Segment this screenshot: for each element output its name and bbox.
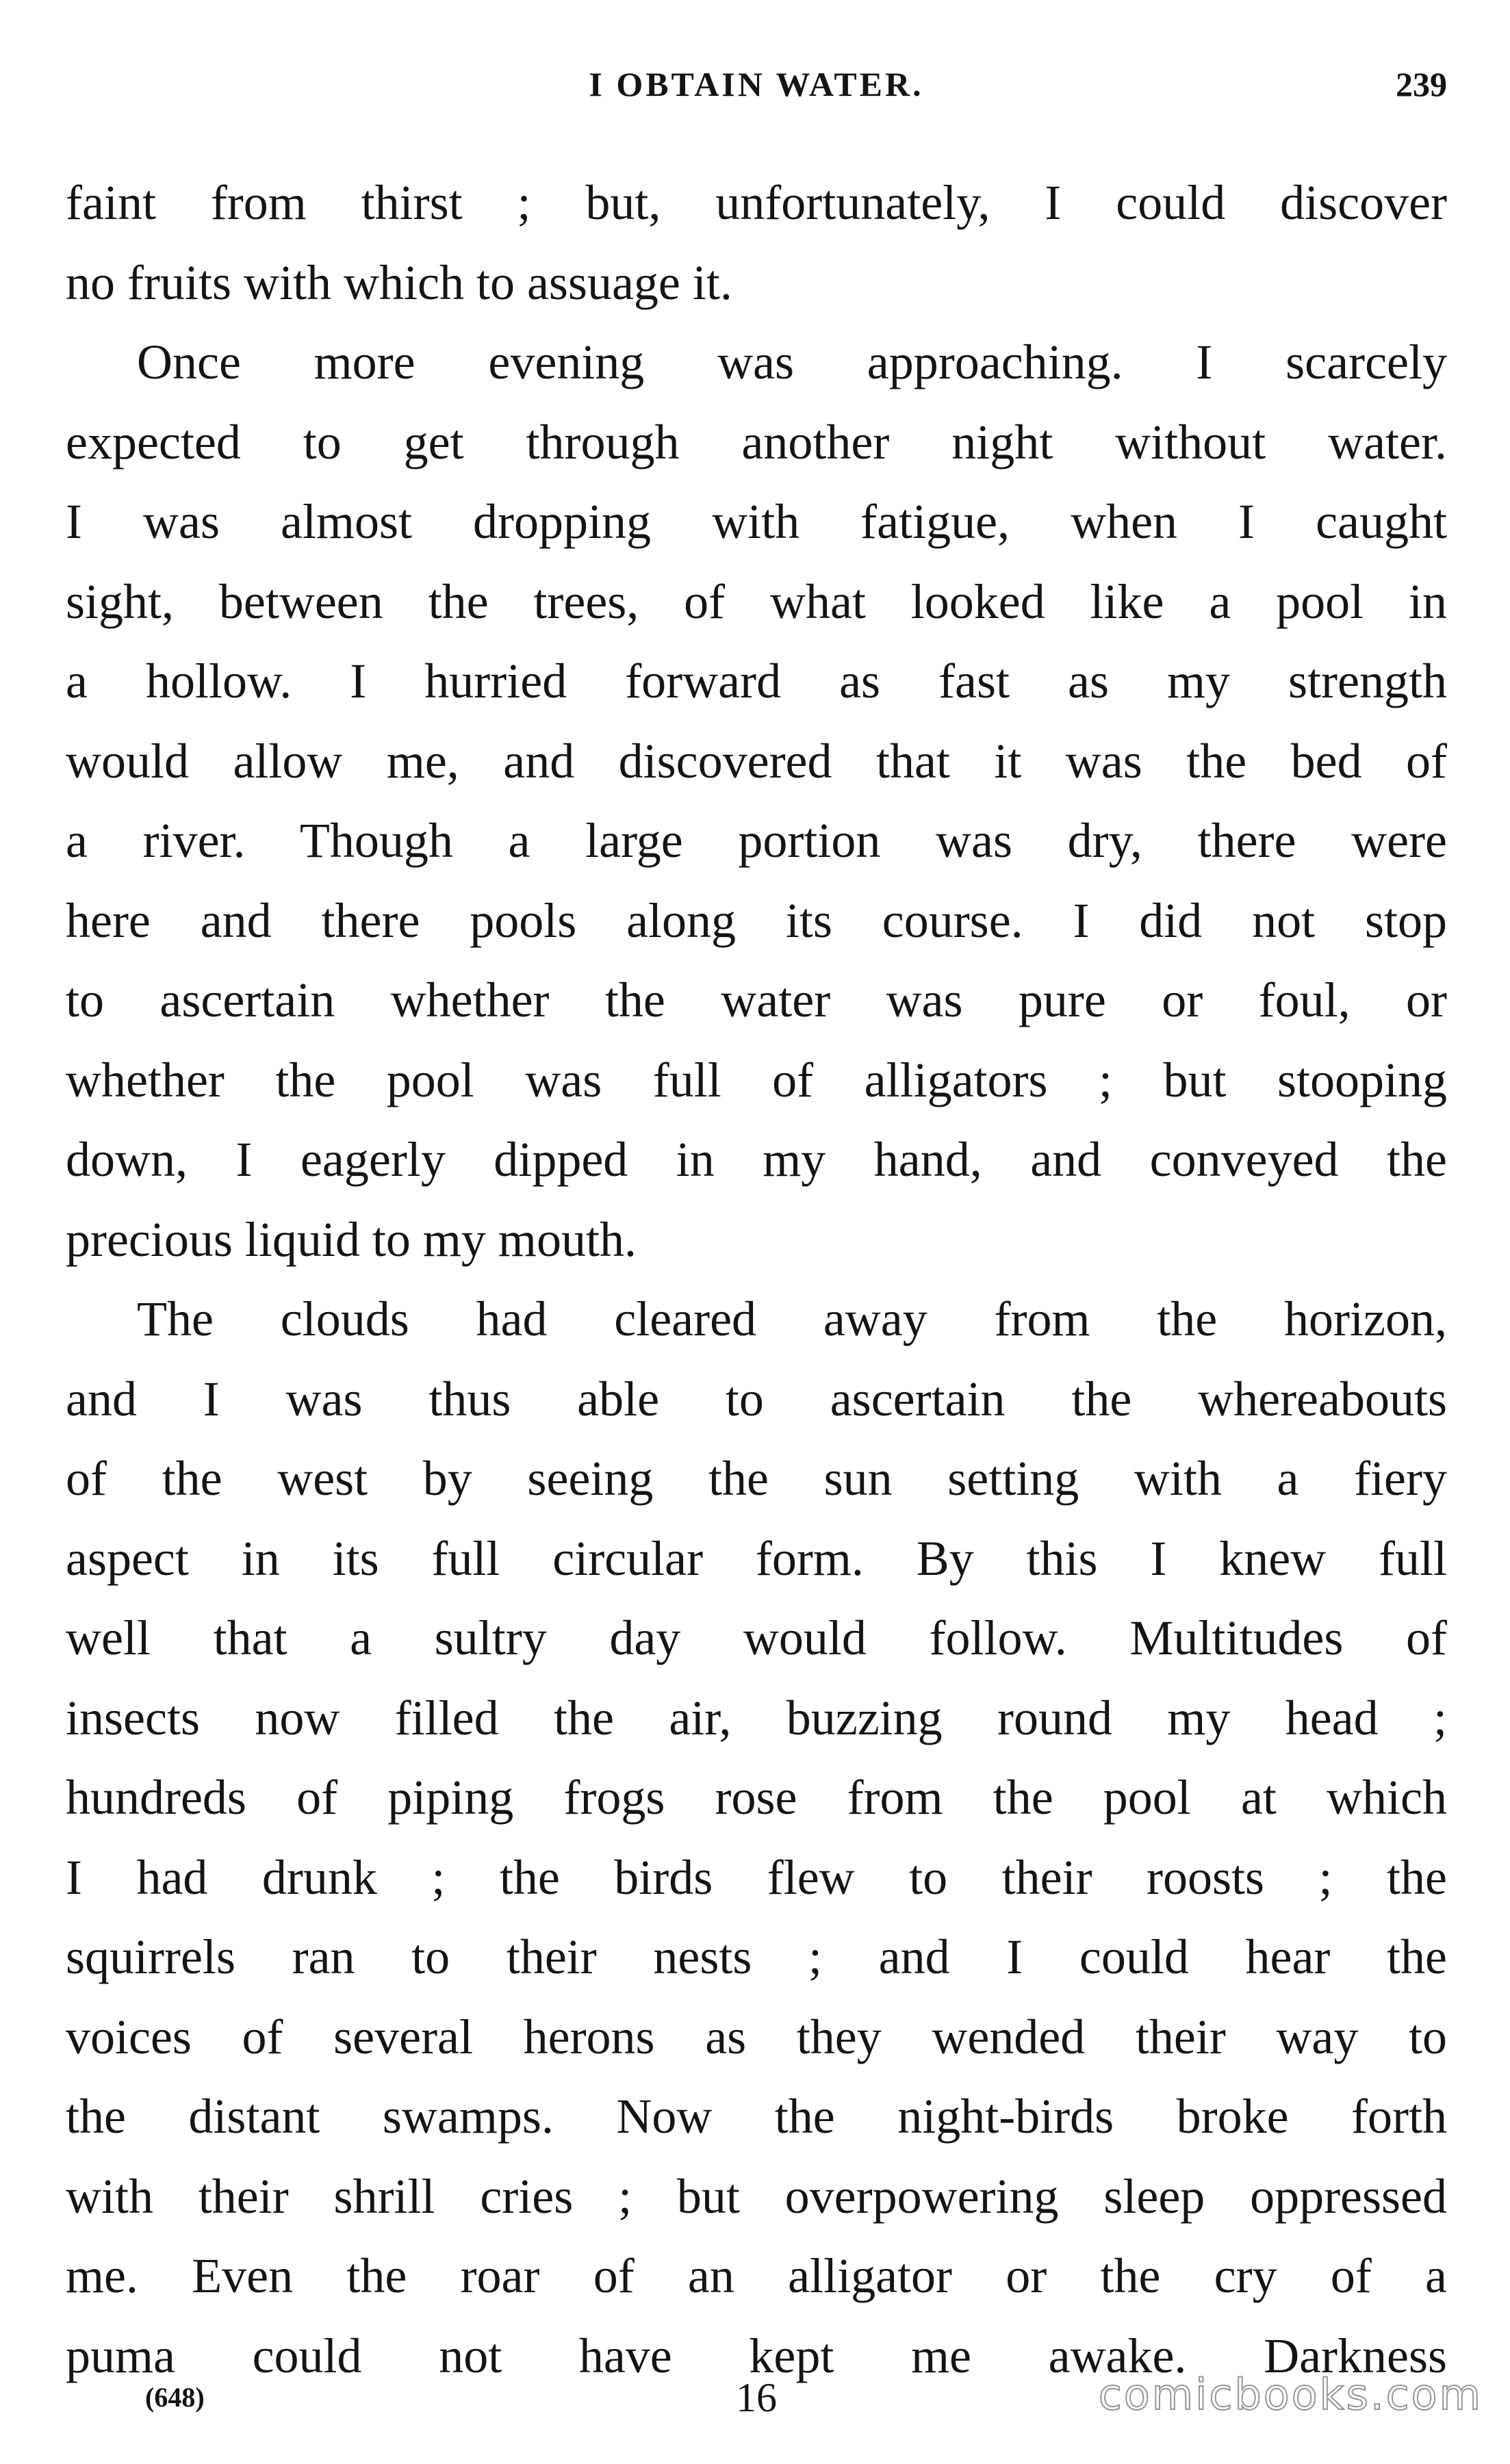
text-line: no fruits with which to assuage it.	[66, 255, 732, 310]
text-line: aspect in its full circular form. By this I knew full	[66, 1530, 1447, 1586]
text-line: sight, between the trees, of what looked like a pool in	[66, 574, 1447, 629]
text-line: of the west by seeing the sun setting with a fiery	[66, 1451, 1447, 1506]
text-line: me. Even the roar of an alligator or the cry of a	[66, 2248, 1447, 2303]
body-text	[66, 163, 1447, 2396]
text-line: with their shrill cries ; but overpowering sleep oppressed	[66, 2168, 1447, 2224]
text-line: down, I eagerly dipped in my hand, and conveyed the	[66, 1132, 1447, 1187]
text-line: squirrels ran to their nests ; and I could hear the	[66, 1929, 1447, 1984]
text-line: precious liquid to my mouth.	[66, 1211, 637, 1267]
text-line: insects now filled the air, buzzing round my head ;	[66, 1690, 1447, 1745]
text-line: well that a sultry day would follow. Multitudes of	[66, 1610, 1447, 1665]
text-line: whether the pool was full of alligators ; but stooping	[66, 1052, 1447, 1107]
signature-mark: (648)	[145, 2382, 205, 2413]
signature-number: 16	[736, 2375, 777, 2420]
page-number: 239	[1396, 65, 1447, 103]
running-head	[66, 60, 1447, 115]
text-line: a hollow. I hurried forward as fast as my strength	[66, 654, 1447, 708]
paragraph-first-line: Once more evening was approaching. I scarcely	[137, 335, 1447, 389]
text-line: and I was thus able to ascertain the whereabouts	[66, 1371, 1447, 1426]
text-line: expected to get through another night without water.	[66, 414, 1447, 470]
text-line: I had drunk ; the birds flew to their roosts ; the	[66, 1849, 1447, 1905]
text-line: a river. Though a large portion was dry, there were	[66, 813, 1447, 868]
text-line: the distant swamps. Now the night-birds broke forth	[66, 2089, 1447, 2144]
running-title: I OBTAIN WATER.	[589, 65, 924, 103]
text-line: faint from thirst ; but, unfortunately, I could discover	[66, 175, 1447, 230]
text-line: I was almost dropping with fatigue, when I caught	[66, 494, 1447, 549]
text-line: would allow me, and discovered that it was the bed of	[66, 733, 1447, 788]
text-line: hundreds of piping frogs rose from the pool at which	[66, 1770, 1447, 1825]
text-line: here and there pools along its course. I did not stop	[66, 893, 1447, 948]
text-line: voices of several herons as they wended their way to	[66, 2009, 1447, 2064]
text-line: to ascertain whether the water was pure or foul, or	[66, 973, 1447, 1027]
watermark: comicbooks.com	[1098, 2370, 1483, 2420]
text-line: puma could not have kept me awake. Darkness	[66, 2328, 1447, 2383]
paragraph-first-line: The clouds had cleared away from the horizon,	[137, 1292, 1447, 1346]
